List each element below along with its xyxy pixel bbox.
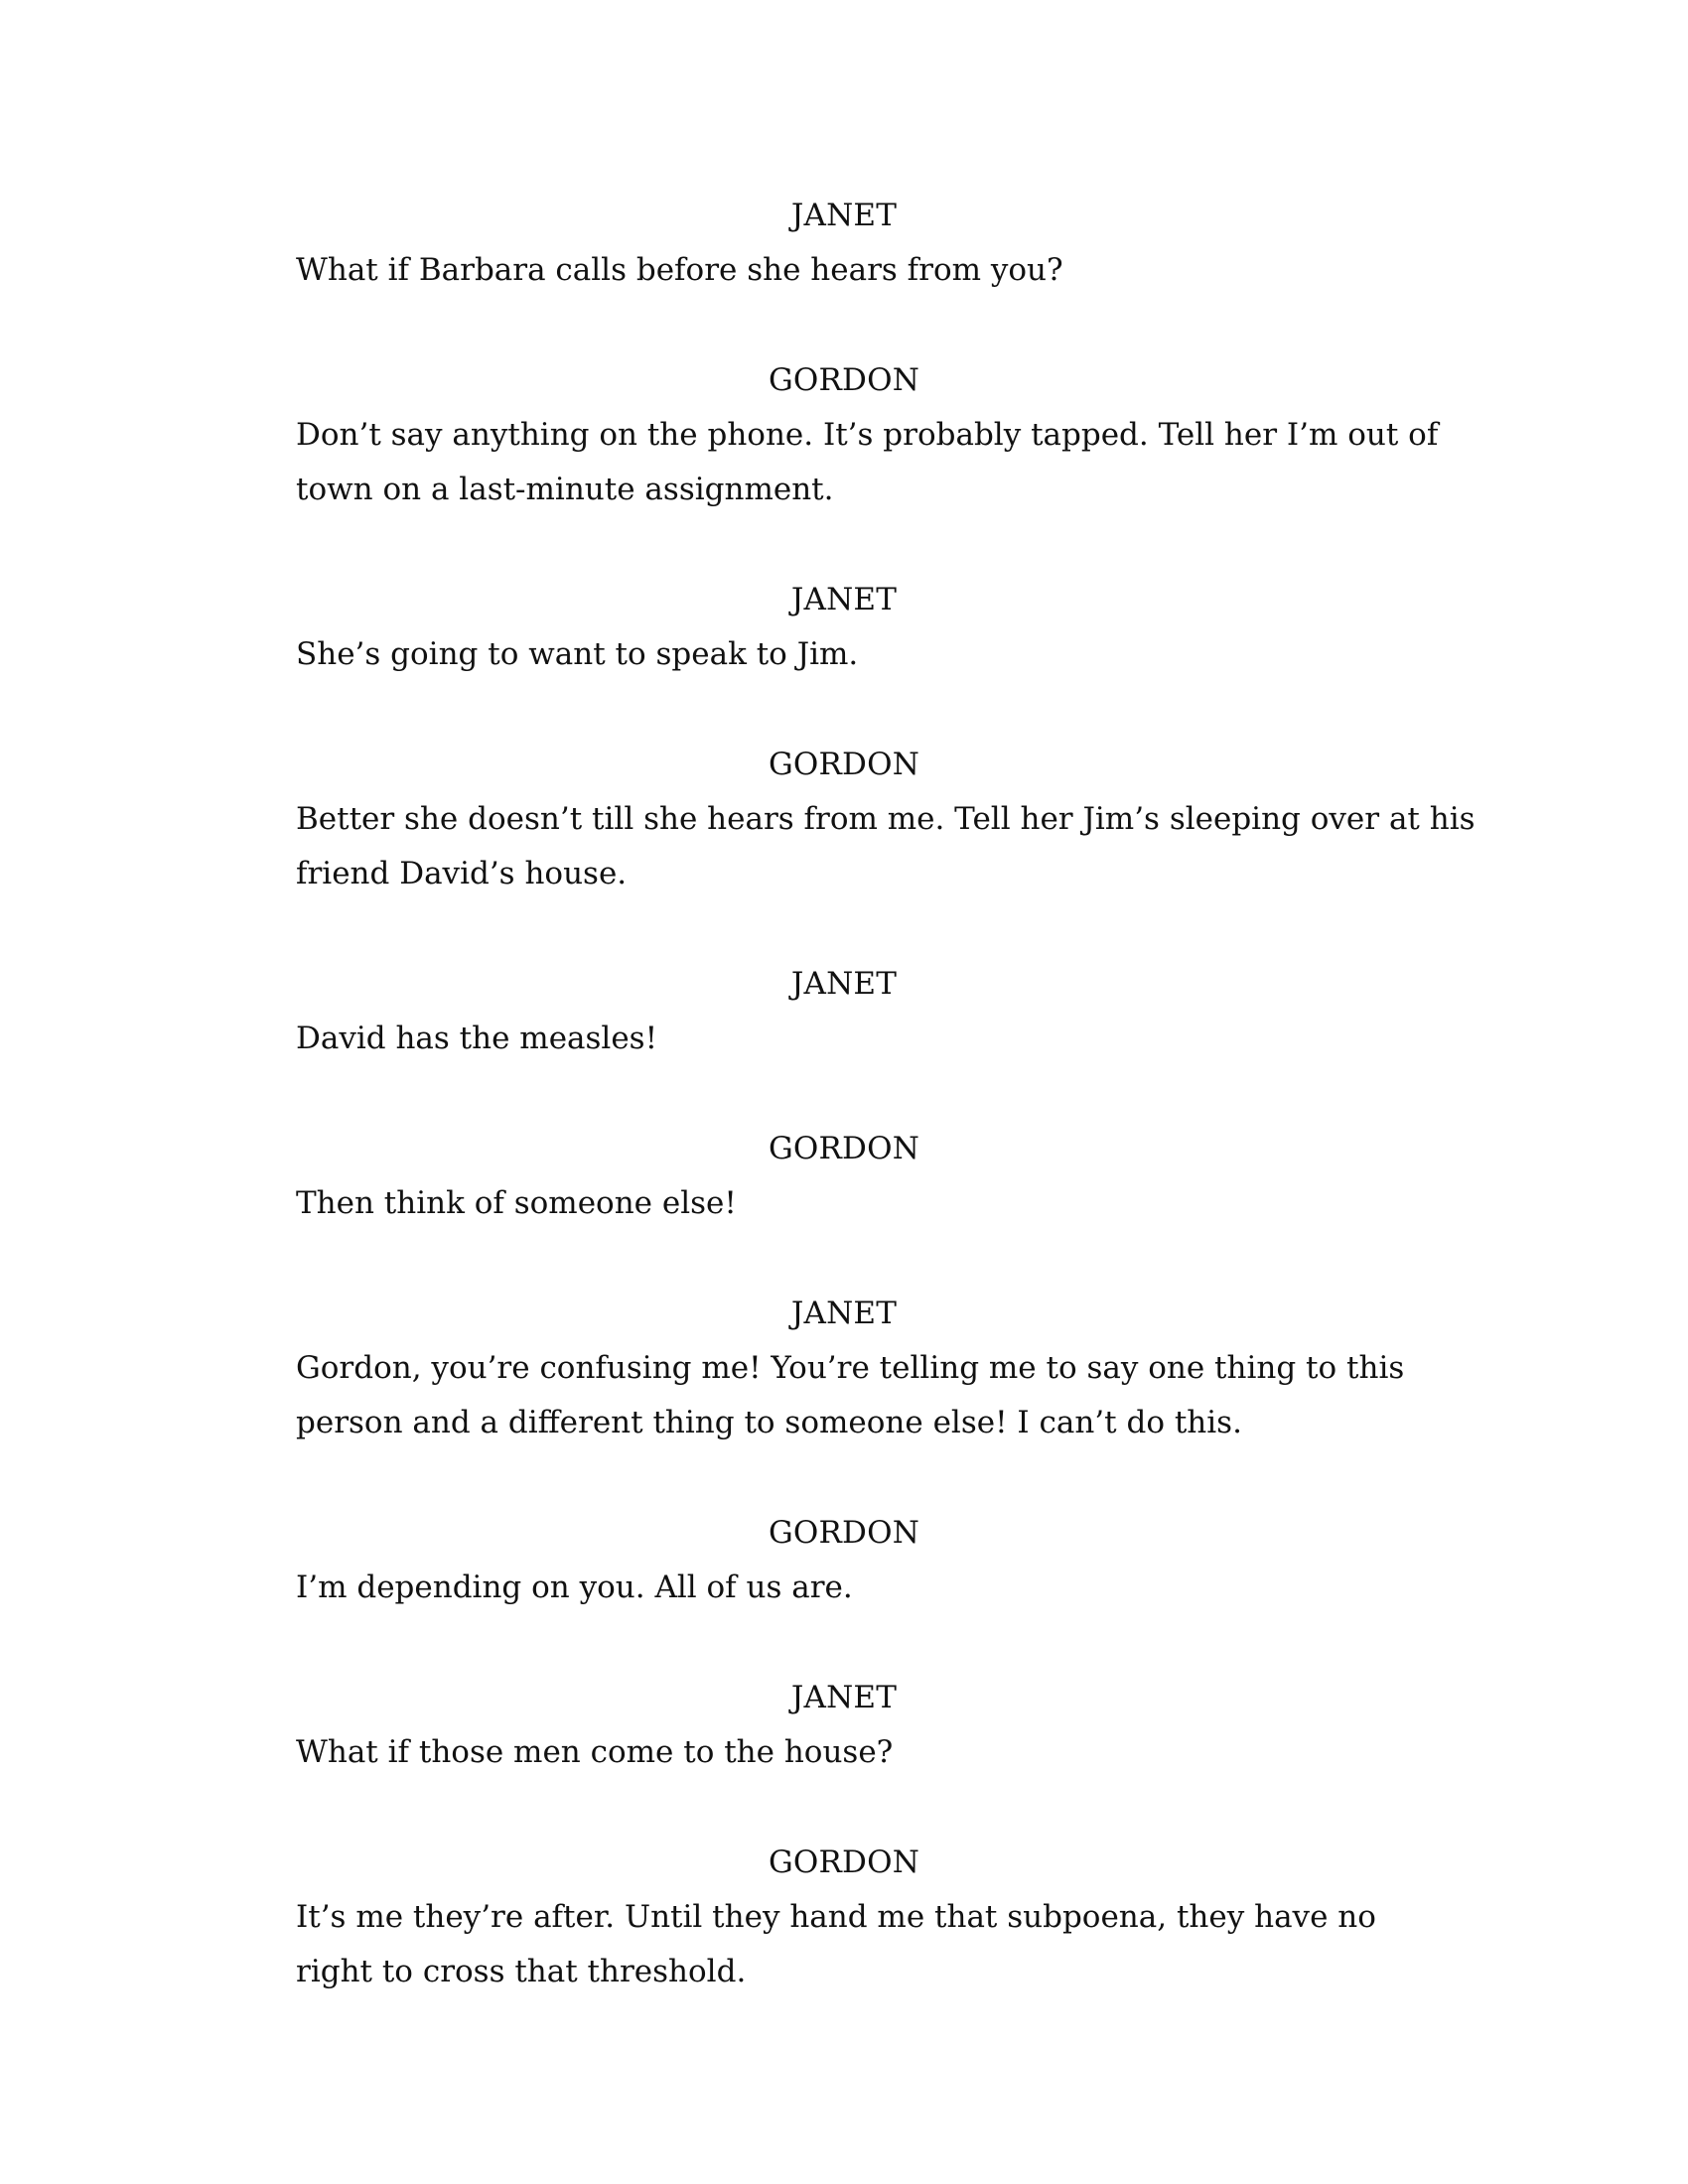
dialogue-line: It’s me they’re after. Until they hand me that subpoena, they have no bbox=[296, 1899, 1376, 1935]
dialogue-block-gordon bbox=[296, 353, 1439, 517]
speaker-name: GORDON bbox=[768, 1515, 920, 1551]
dialogue-line: Gordon, you’re confusing me! You’re telling me to say one thing to this bbox=[296, 1350, 1405, 1386]
dialogue-block-gordon bbox=[296, 1506, 1392, 1615]
dialogue-line: Better she doesn’t till she hears from me. Tell her Jim’s sleeping over at his bbox=[296, 801, 1476, 837]
dialogue-line: What if Barbara calls before she hears from you? bbox=[296, 252, 1063, 288]
speaker-name: JANET bbox=[790, 1296, 898, 1331]
dialogue-line: She’s going to want to speak to Jim. bbox=[296, 636, 859, 672]
dialogue-line: town on a last-minute assignment. bbox=[296, 472, 834, 507]
dialogue-block-gordon bbox=[296, 738, 1476, 901]
speaker-name: JANET bbox=[790, 966, 898, 1002]
dialogue-line: I’m depending on you. All of us are. bbox=[296, 1570, 853, 1605]
dialogue-line: person and a different thing to someone else! I can’t do this. bbox=[296, 1405, 1242, 1440]
speaker-name: JANET bbox=[790, 198, 898, 233]
dialogue-line: Don’t say anything on the phone. It’s probably tapped. Tell her I’m out of bbox=[296, 417, 1439, 453]
speaker-name: GORDON bbox=[768, 1131, 920, 1166]
speaker-name: GORDON bbox=[768, 747, 920, 782]
dialogue-line: right to cross that threshold. bbox=[296, 1954, 747, 1989]
speaker-name: JANET bbox=[790, 1680, 898, 1715]
dialogue-line: Then think of someone else! bbox=[296, 1185, 737, 1221]
dialogue-block-gordon bbox=[296, 1122, 1392, 1231]
dialogue-line: friend David’s house. bbox=[296, 856, 628, 891]
dialogue-line: What if those men come to the house? bbox=[296, 1734, 894, 1770]
dialogue-block-janet bbox=[296, 1671, 1392, 1780]
dialogue-column bbox=[296, 189, 1476, 2055]
dialogue-block-janet bbox=[296, 573, 1392, 682]
speaker-name: GORDON bbox=[768, 1844, 920, 1880]
speaker-name: GORDON bbox=[768, 362, 920, 398]
dialogue-block-janet bbox=[296, 957, 1392, 1066]
dialogue-block-janet bbox=[296, 189, 1392, 298]
dialogue-block-janet bbox=[296, 1287, 1405, 1450]
speaker-name: JANET bbox=[790, 582, 898, 617]
dialogue-block-gordon bbox=[296, 1836, 1392, 1999]
dialogue-line: David has the measles! bbox=[296, 1021, 658, 1056]
